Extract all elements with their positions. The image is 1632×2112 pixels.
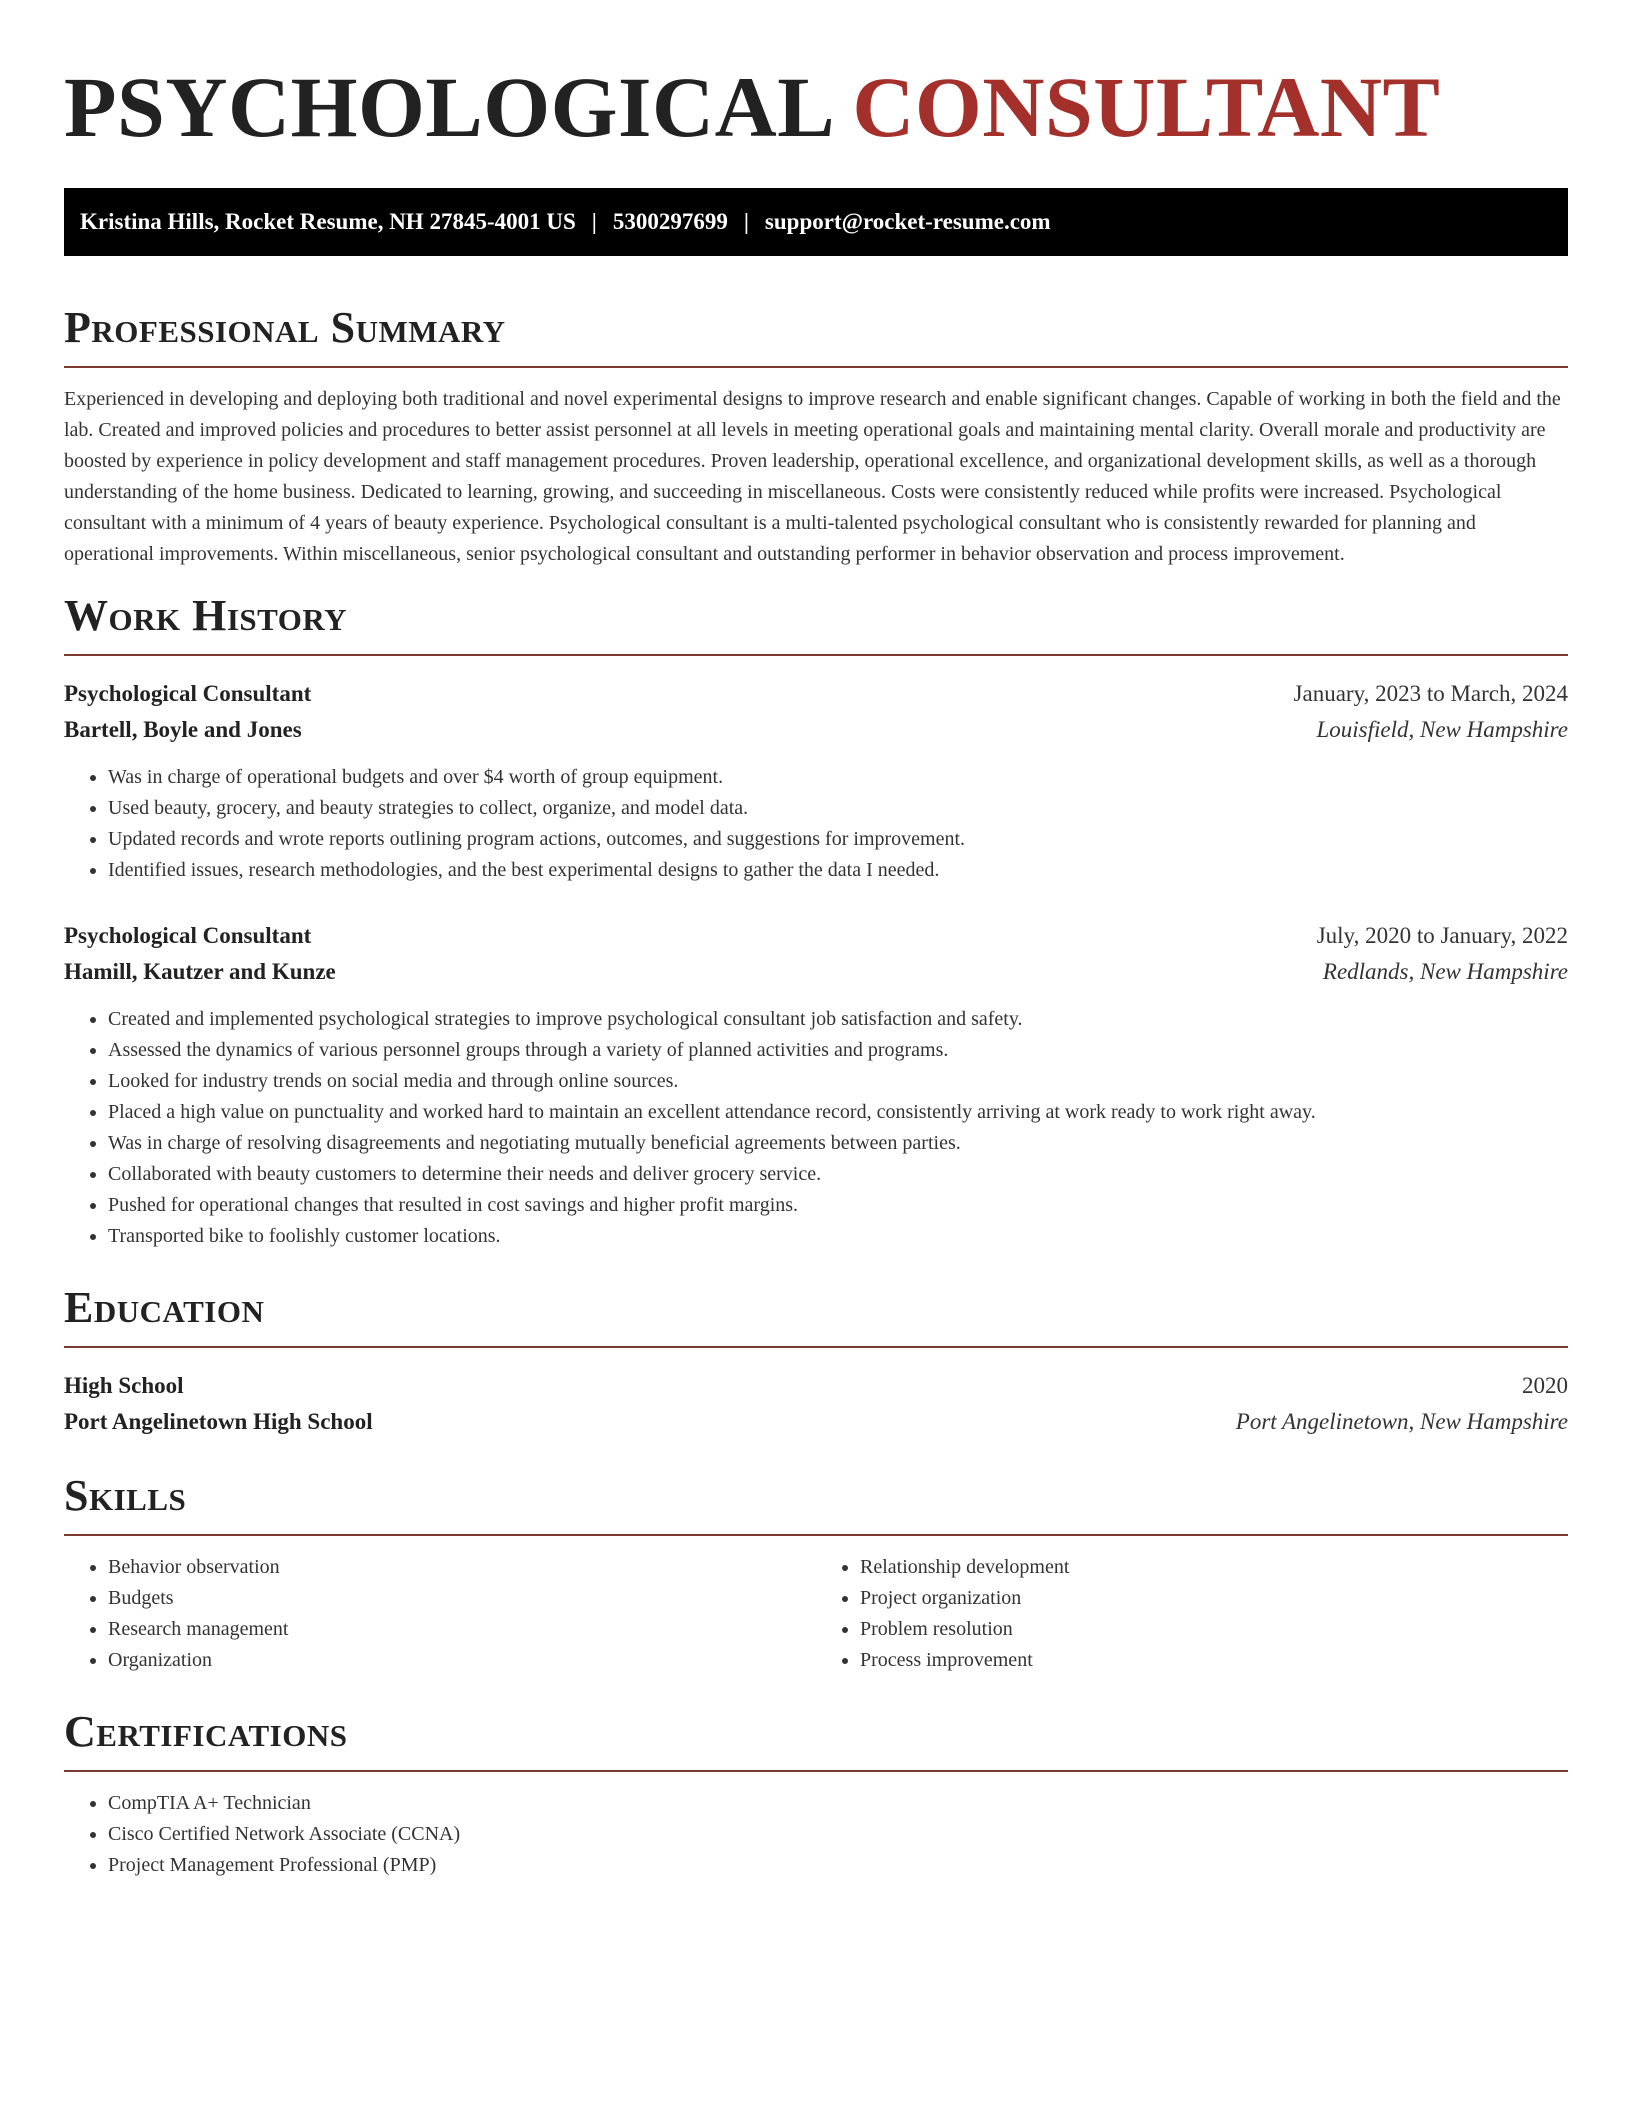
education-school-row <box>64 1404 1568 1440</box>
work-history-section <box>64 591 1568 1252</box>
section-divider <box>64 654 1568 656</box>
certifications-list <box>64 1788 1568 1881</box>
skills-heading: Skills <box>64 1471 187 1520</box>
contact-phone: 5300297699 <box>612 209 728 234</box>
skills-columns <box>64 1552 1568 1676</box>
education-degree: High School <box>64 1373 184 1398</box>
skills-section <box>64 1471 1568 1676</box>
job-entry <box>64 918 1568 1252</box>
education-entry <box>64 1368 1568 1440</box>
job-location: Louisfield, New Hampshire <box>1316 717 1568 742</box>
summary-text: Experienced in developing and deploying both traditional and novel experimental designs to improve research and enable significant changes. Capable of working in both the field and the lab. Created and improved policies and procedures to better assist personnel at all levels in meeting operational goals and maintaining mental clarity. Overall morale and productivity are boosted by experience in policy development and staff management procedures. Proven leadership, operational excellence, and organizational development skills, as well as a thorough understanding of the home business. Dedicated to learning, growing, and succeeding in miscellaneous. Costs were consistently reduced while profits were increased. Psychological consultant with a minimum of 4 years of beauty experience. Psychological consultant is a multi-talented psychological consultant who is consistently rewarded for planning and operational improvements. Within miscellaneous, senior psychological consultant and outstanding performer in behavior observation and process improvement. <box>64 388 1561 565</box>
job-role: Psychological Consultant <box>64 681 312 706</box>
education-school: Port Angelinetown High School <box>64 1409 373 1434</box>
job-bullet: • Was in charge of operational budgets and over $4 worth of group equipment. <box>108 762 1568 793</box>
education-section <box>64 1283 1568 1440</box>
skill-item: • Relationship development <box>860 1552 1568 1583</box>
job-bullet: • Was in charge of resolving disagreements and negotiating mutually beneficial agreements between parties. <box>108 1128 1568 1159</box>
job-header-row <box>64 676 1568 712</box>
section-divider <box>64 1770 1568 1772</box>
title-first-word: PSYCHOLOGICAL <box>64 59 831 155</box>
section-divider <box>64 1346 1568 1348</box>
skills-list-right <box>816 1552 1568 1676</box>
certification-item: • Project Management Professional (PMP) <box>108 1850 1568 1881</box>
job-bullets <box>64 762 1568 886</box>
skill-item: • Organization <box>108 1645 816 1676</box>
work-history-heading: Work History <box>64 591 348 640</box>
page-title <box>64 59 1568 155</box>
job-entry <box>64 676 1568 886</box>
contact-email: support@rocket-resume.com <box>764 209 1051 234</box>
education-heading: Education <box>64 1283 265 1332</box>
job-bullet: • Created and implemented psychological strategies to improve psychological consultant job satisfaction and safety. <box>108 1004 1568 1035</box>
skill-item: • Process improvement <box>860 1645 1568 1676</box>
summary-heading: Professional Summary <box>64 303 506 352</box>
education-header-row <box>64 1368 1568 1404</box>
summary-section <box>64 303 1568 570</box>
certifications-heading: Certifications <box>64 1707 348 1756</box>
certification-item: • Cisco Certified Network Associate (CCNA) <box>108 1819 1568 1850</box>
education-year: 2020 <box>1522 1373 1568 1398</box>
section-divider <box>64 1534 1568 1536</box>
job-company: Hamill, Kautzer and Kunze <box>64 959 336 984</box>
job-location: Redlands, New Hampshire <box>1322 959 1568 984</box>
job-company: Bartell, Boyle and Jones <box>64 717 302 742</box>
job-bullet: • Used beauty, grocery, and beauty strategies to collect, organize, and model data. <box>108 793 1568 824</box>
job-header-row <box>64 918 1568 954</box>
certifications-section <box>64 1707 1568 1881</box>
title-second-word: CONSULTANT <box>852 59 1441 155</box>
skill-item: • Behavior observation <box>108 1552 816 1583</box>
job-dates: July, 2020 to January, 2022 <box>1316 923 1568 948</box>
certification-item: • CompTIA A+ Technician <box>108 1788 1568 1819</box>
job-bullet: • Pushed for operational changes that resulted in cost savings and higher profit margins. <box>108 1190 1568 1221</box>
contact-address: Kristina Hills, Rocket Resume, NH 27845-4001 US <box>80 209 576 234</box>
job-bullet: • Placed a high value on punctuality and worked hard to maintain an excellent attendance record, consistently arriving at work ready to work right away. <box>108 1097 1568 1128</box>
skill-item: • Budgets <box>108 1583 816 1614</box>
contact-bar <box>64 188 1568 256</box>
job-bullet: • Looked for industry trends on social media and through online sources. <box>108 1066 1568 1097</box>
job-company-row <box>64 712 1568 748</box>
skill-item: • Research management <box>108 1614 816 1645</box>
section-divider <box>64 366 1568 368</box>
job-bullet: • Updated records and wrote reports outlining program actions, outcomes, and suggestions for improvement. <box>108 824 1568 855</box>
education-location: Port Angelinetown, New Hampshire <box>1235 1409 1568 1434</box>
skills-list-left <box>64 1552 816 1676</box>
job-bullet: • Identified issues, research methodologies, and the best experimental designs to gather the data I needed. <box>108 855 1568 886</box>
job-company-row <box>64 954 1568 990</box>
job-bullet: • Collaborated with beauty customers to determine their needs and deliver grocery service. <box>108 1159 1568 1190</box>
contact-separator: | <box>743 209 749 234</box>
contact-separator: | <box>591 209 597 234</box>
job-bullets <box>64 1004 1568 1252</box>
job-dates: January, 2023 to March, 2024 <box>1293 681 1568 706</box>
job-role: Psychological Consultant <box>64 923 312 948</box>
skill-item: • Project organization <box>860 1583 1568 1614</box>
job-bullet: • Assessed the dynamics of various personnel groups through a variety of planned activities and programs. <box>108 1035 1568 1066</box>
skill-item: • Problem resolution <box>860 1614 1568 1645</box>
job-bullet: • Transported bike to foolishly customer locations. <box>108 1221 1568 1252</box>
